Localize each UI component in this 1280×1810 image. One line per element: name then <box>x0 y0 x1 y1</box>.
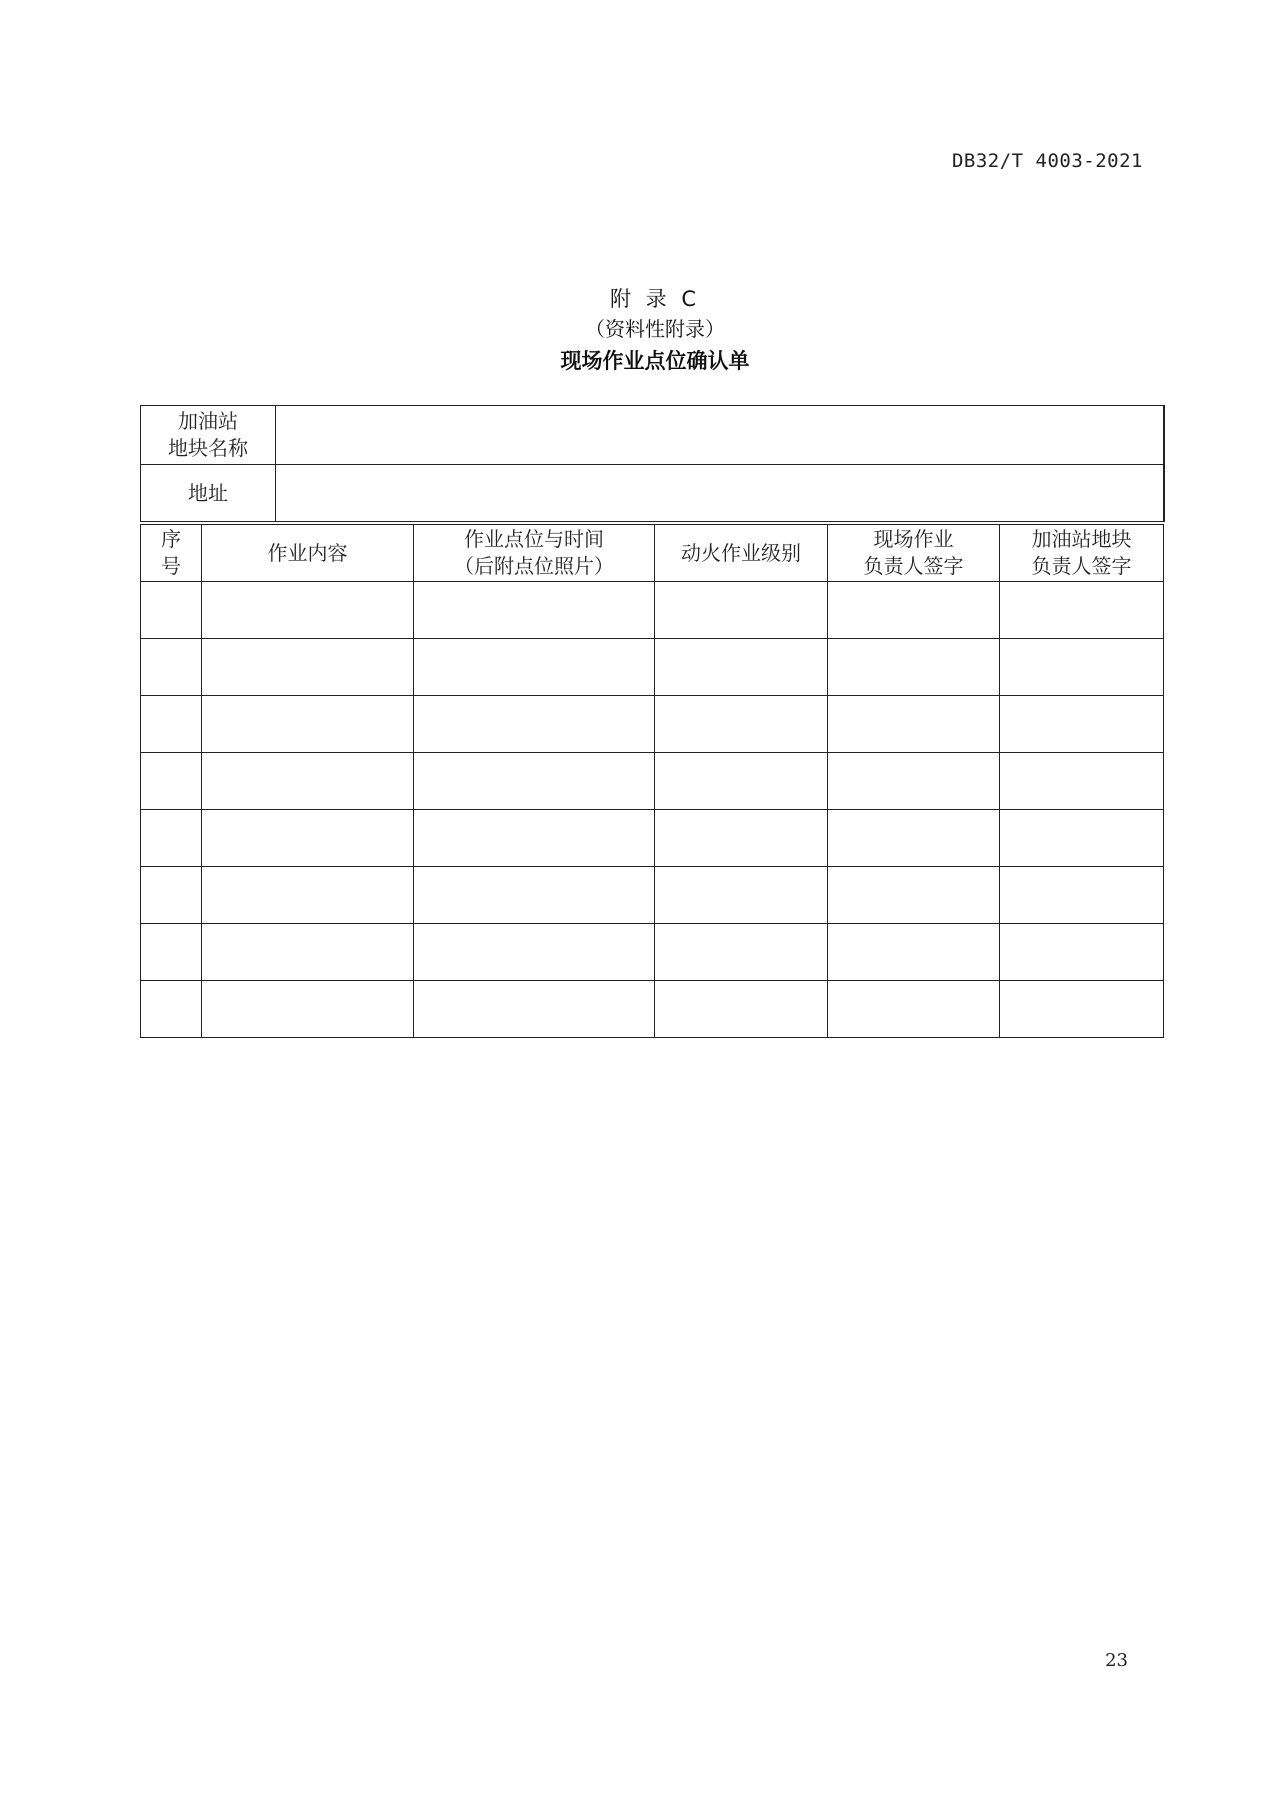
table-row <box>141 696 1164 753</box>
cell-hot-work-level <box>655 981 828 1038</box>
cell-location-time <box>414 582 655 639</box>
appendix-type: （资料性附录） <box>585 317 725 341</box>
cell-site-supervisor-signature <box>828 810 1000 867</box>
cell-work-content <box>202 981 414 1038</box>
cell-no <box>141 810 202 867</box>
address-label: 地址 <box>141 465 276 522</box>
address-row <box>141 465 1164 522</box>
cell-hot-work-level <box>655 639 828 696</box>
cell-work-content <box>202 924 414 981</box>
cell-site-supervisor-signature <box>828 981 1000 1038</box>
site-info-table <box>140 405 1165 522</box>
address-value <box>276 465 1164 522</box>
cell-site-supervisor-signature <box>828 639 1000 696</box>
cell-work-content <box>202 639 414 696</box>
cell-station-supervisor-signature <box>1000 810 1164 867</box>
table-row <box>141 639 1164 696</box>
table-row <box>141 753 1164 810</box>
cell-location-time <box>414 981 655 1038</box>
cell-station-supervisor-signature <box>1000 696 1164 753</box>
appendix-title: 附 录 C <box>609 287 700 311</box>
cell-work-content <box>202 867 414 924</box>
table-row <box>141 924 1164 981</box>
table-header-row <box>141 525 1164 582</box>
cell-location-time <box>414 639 655 696</box>
column-header-hot-work-level: 动火作业级别 <box>655 525 828 582</box>
column-header-station-supervisor: 加油站地块 负责人签字 <box>1000 525 1164 582</box>
cell-site-supervisor-signature <box>828 867 1000 924</box>
cell-station-supervisor-signature <box>1000 582 1164 639</box>
cell-hot-work-level <box>655 582 828 639</box>
cell-site-supervisor-signature <box>828 753 1000 810</box>
cell-no <box>141 696 202 753</box>
table-row <box>141 981 1164 1038</box>
page-number: 23 <box>1105 1650 1128 1671</box>
cell-location-time <box>414 867 655 924</box>
cell-location-time <box>414 696 655 753</box>
form-title: 现场作业点位确认单 <box>560 349 750 373</box>
cell-station-supervisor-signature <box>1000 753 1164 810</box>
column-header-no: 序 号 <box>141 525 202 582</box>
site-name-value <box>276 406 1164 465</box>
cell-hot-work-level <box>655 696 828 753</box>
site-name-row <box>141 406 1164 465</box>
table-body <box>141 582 1164 1038</box>
cell-hot-work-level <box>655 924 828 981</box>
column-header-location-time: 作业点位与时间 （后附点位照片） <box>414 525 655 582</box>
cell-site-supervisor-signature <box>828 696 1000 753</box>
cell-hot-work-level <box>655 810 828 867</box>
table-row <box>141 867 1164 924</box>
cell-no <box>141 639 202 696</box>
cell-hot-work-level <box>655 867 828 924</box>
cell-station-supervisor-signature <box>1000 924 1164 981</box>
cell-no <box>141 582 202 639</box>
cell-no <box>141 753 202 810</box>
cell-no <box>141 924 202 981</box>
table-row <box>141 810 1164 867</box>
site-name-label: 加油站 地块名称 <box>141 406 276 465</box>
cell-hot-work-level <box>655 753 828 810</box>
cell-work-content <box>202 753 414 810</box>
cell-location-time <box>414 753 655 810</box>
standard-code: DB32/T 4003-2021 <box>951 150 1143 172</box>
column-header-work-content: 作业内容 <box>202 525 414 582</box>
cell-location-time <box>414 924 655 981</box>
cell-station-supervisor-signature <box>1000 981 1164 1038</box>
cell-station-supervisor-signature <box>1000 639 1164 696</box>
cell-work-content <box>202 582 414 639</box>
cell-site-supervisor-signature <box>828 582 1000 639</box>
cell-site-supervisor-signature <box>828 924 1000 981</box>
cell-no <box>141 867 202 924</box>
column-header-site-supervisor: 现场作业 负责人签字 <box>828 525 1000 582</box>
cell-station-supervisor-signature <box>1000 867 1164 924</box>
cell-no <box>141 981 202 1038</box>
cell-work-content <box>202 696 414 753</box>
cell-work-content <box>202 810 414 867</box>
work-record-table <box>140 524 1164 1038</box>
cell-location-time <box>414 810 655 867</box>
table-row <box>141 582 1164 639</box>
